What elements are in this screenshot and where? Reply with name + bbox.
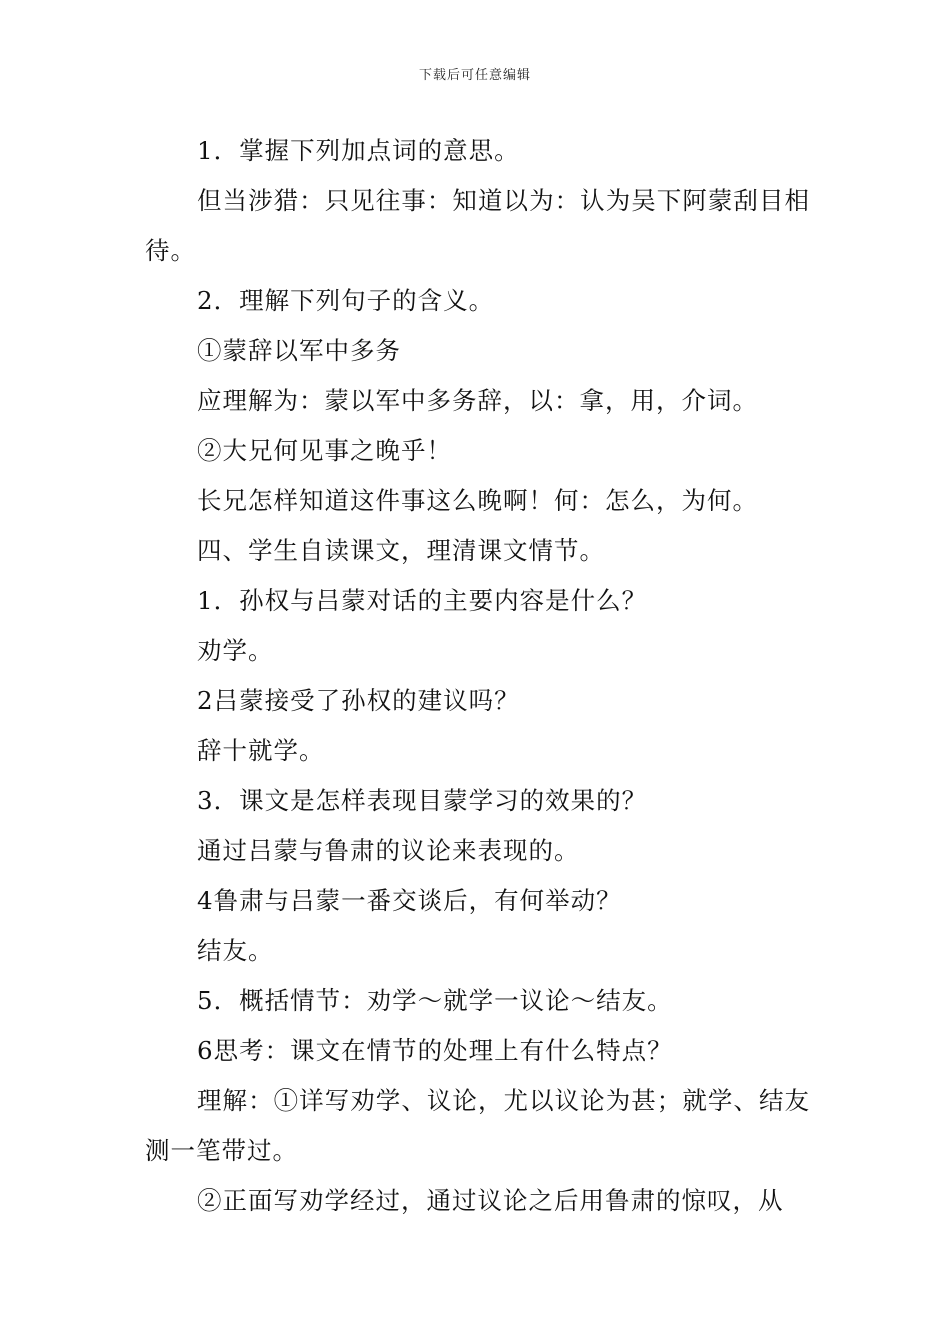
paragraph: 3．课文是怎样表现目蒙学习的效果的？ <box>197 786 648 815</box>
paragraph: 6思考：课文在情节的处理上有什么特点？ <box>197 1036 673 1065</box>
paragraph: 4鲁肃与吕蒙一番交谈后，有何举动？ <box>197 886 622 915</box>
paragraph: 应理解为：蒙以军中多务辞，以：拿，用，介词。 <box>197 386 758 415</box>
paragraph: 2吕蒙接受了孙权的建议吗？ <box>197 686 520 715</box>
paragraph: ②大兄何见事之晚乎！ <box>197 436 452 465</box>
paragraph: 四、学生自读课文，理清课文情节。 <box>197 536 605 565</box>
paragraph: 2．理解下列句子的含义。 <box>197 286 495 315</box>
paragraph: ②正面写劝学经过，通过议论之后用鲁肃的惊叹，从 <box>197 1186 784 1215</box>
paragraph: 理解：①详写劝学、议论，尤以议论为甚；就学、结友测一笔带过。 <box>145 1086 810 1165</box>
paragraph: ①蒙辞以军中多务 <box>197 336 401 365</box>
paragraph: 1．掌握下列加点词的意思。 <box>197 136 520 165</box>
paragraph: 但当涉猎：只见往事：知道以为：认为吴下阿蒙刮目相待。 <box>145 186 810 265</box>
paragraph: 通过吕蒙与鲁肃的议论来表现的。 <box>197 836 580 865</box>
page-header: 下载后可任意编辑 <box>418 68 531 83</box>
document-body <box>145 126 810 1226</box>
paragraph: 5．概括情节：劝学～就学一议论～结友。 <box>197 986 673 1015</box>
paragraph: 劝学。 <box>197 636 274 665</box>
paragraph: 辞十就学。 <box>197 736 325 765</box>
paragraph: 长兄怎样知道这件事这么晚啊！何：怎么，为何。 <box>197 486 758 515</box>
paragraph: 1．孙权与吕蒙对话的主要内容是什么？ <box>197 586 648 615</box>
paragraph: 结友。 <box>197 936 274 965</box>
